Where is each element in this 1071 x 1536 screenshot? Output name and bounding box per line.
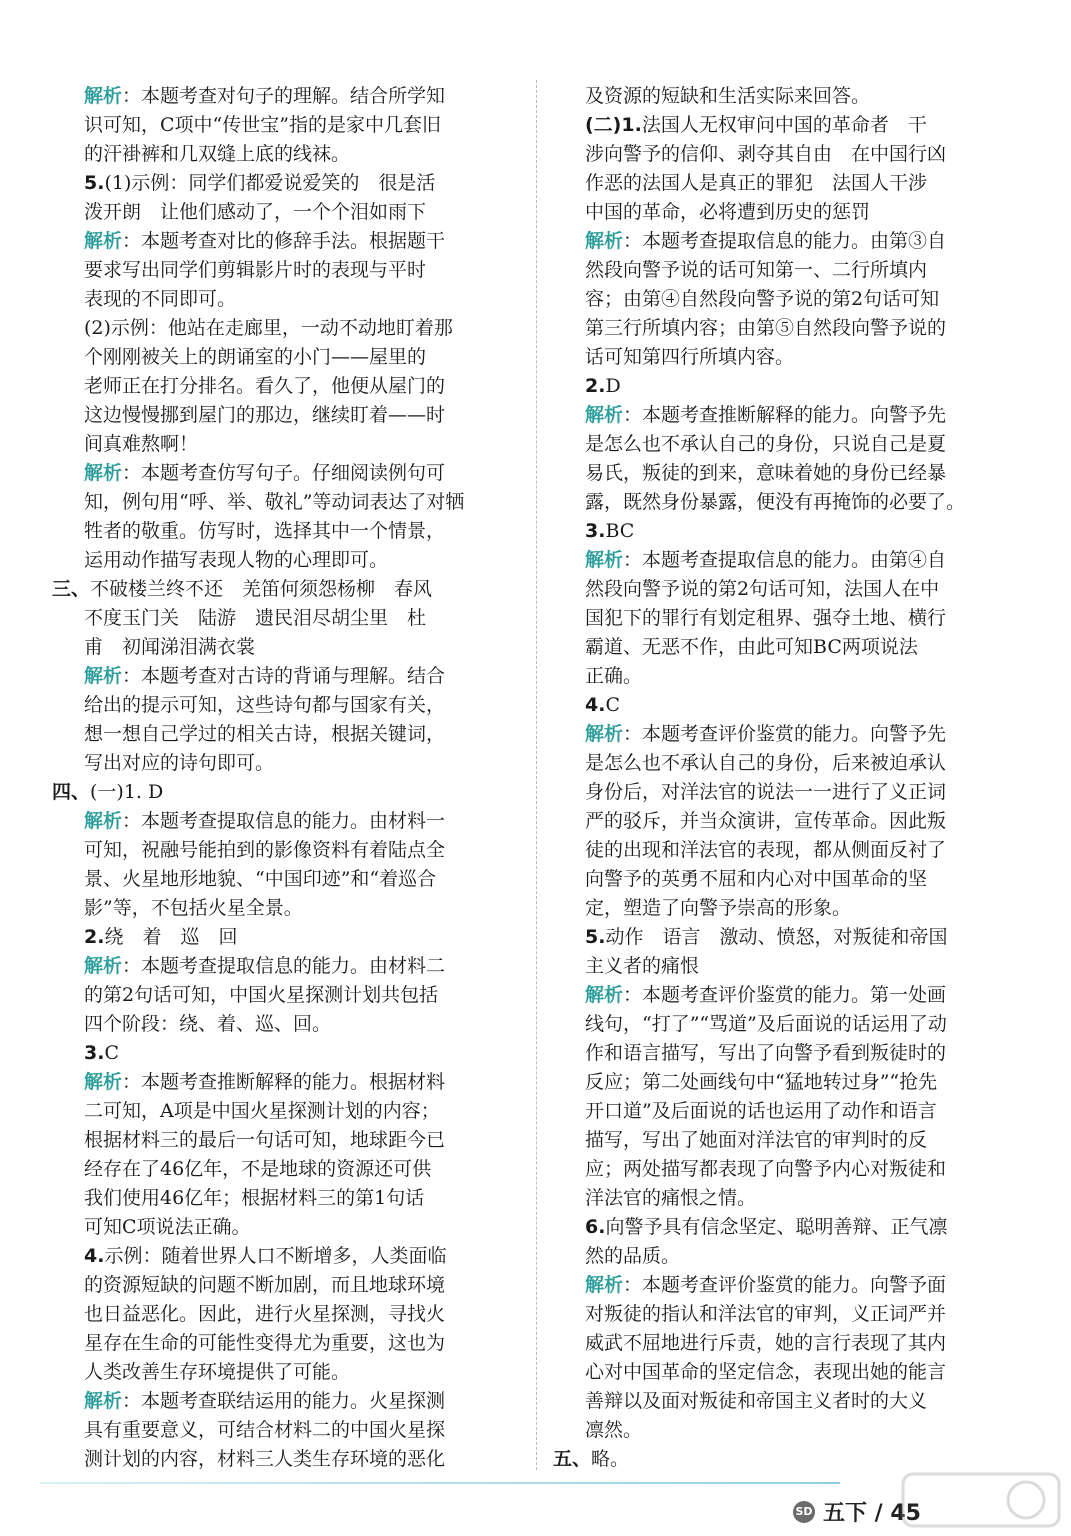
analysis-label: 解析 bbox=[84, 1071, 123, 1093]
left-line bbox=[52, 1184, 522, 1213]
line-text: (一)1. D bbox=[90, 781, 164, 803]
line-text: 影”等，不包括火星全景。 bbox=[84, 897, 303, 919]
right-line bbox=[553, 1097, 1023, 1126]
right-line bbox=[553, 1010, 1023, 1039]
left-line bbox=[52, 1387, 522, 1416]
left-line bbox=[52, 662, 522, 691]
left-line bbox=[52, 1242, 522, 1271]
right-column bbox=[553, 82, 1023, 1474]
line-text: 中国的革命，必将遭到历史的惩罚 bbox=[585, 201, 871, 223]
section-number: 三、 bbox=[52, 578, 91, 600]
line-text: 绕 着 巡 回 bbox=[104, 926, 238, 948]
right-line bbox=[553, 1155, 1023, 1184]
line-text: 星存在生命的可能性变得尤为重要，这也为 bbox=[84, 1332, 446, 1354]
line-text: 话可知第四行所填内容。 bbox=[585, 346, 795, 368]
right-line bbox=[553, 140, 1023, 169]
line-text: 徒的出现和洋法官的表现，都从侧面反衬了 bbox=[585, 839, 947, 861]
line-text: 向警予具有信念坚定、聪明善辩、正气凛 bbox=[605, 1216, 948, 1238]
analysis-label: 解析 bbox=[585, 404, 624, 426]
analysis-label: 解析 bbox=[84, 230, 123, 252]
right-line bbox=[553, 575, 1023, 604]
right-line bbox=[553, 1039, 1023, 1068]
analysis-label: 解析 bbox=[585, 984, 624, 1006]
right-line bbox=[553, 807, 1023, 836]
right-line bbox=[553, 111, 1023, 140]
line-text: 间真难熬啊！ bbox=[84, 433, 199, 455]
right-line bbox=[553, 256, 1023, 285]
line-text: 反应；第二处画线句中“猛地转过身”“抢先 bbox=[585, 1071, 938, 1093]
column-divider bbox=[536, 80, 537, 1470]
section-number: 四、 bbox=[52, 781, 91, 803]
line-text: 想一想自己学过的相关古诗，根据关键词， bbox=[84, 723, 446, 745]
left-line bbox=[52, 778, 522, 807]
left-line bbox=[52, 111, 522, 140]
line-text: 识可知，C项中“传世宝”指的是家中几套旧 bbox=[84, 114, 441, 136]
right-line bbox=[553, 749, 1023, 778]
line-text: 第三行所填内容；由第⑤自然段向警予说的 bbox=[585, 317, 947, 339]
line-text: 作和语言描写，写出了向警予看到叛徒时的 bbox=[585, 1042, 947, 1064]
section-number: 五、 bbox=[553, 1448, 592, 1470]
left-line bbox=[52, 1300, 522, 1329]
left-line bbox=[52, 198, 522, 227]
left-line bbox=[52, 1416, 522, 1445]
right-line bbox=[553, 1242, 1023, 1271]
line-text: 然的品质。 bbox=[585, 1245, 681, 1267]
line-text: 洋法官的痛恨之情。 bbox=[585, 1187, 757, 1209]
footer-rule bbox=[40, 1482, 840, 1484]
left-column bbox=[52, 82, 522, 1474]
left-line bbox=[52, 952, 522, 981]
right-line bbox=[553, 1271, 1023, 1300]
right-line bbox=[553, 604, 1023, 633]
line-text: 的汗褂裤和几双缝上底的线袜。 bbox=[84, 143, 351, 165]
publisher-logo-icon: SD bbox=[793, 1501, 815, 1523]
left-line bbox=[52, 314, 522, 343]
line-text: 露，既然身份暴露，便没有再掩饰的必要了。 bbox=[585, 491, 966, 513]
right-line bbox=[553, 865, 1023, 894]
line-text: 景、火星地形地貌、“中国印迹”和“着巡合 bbox=[84, 868, 437, 890]
line-text: 善辩以及面对叛徒和帝国主义者时的大义 bbox=[585, 1390, 928, 1412]
right-line bbox=[553, 952, 1023, 981]
left-line bbox=[52, 372, 522, 401]
right-line bbox=[553, 372, 1023, 401]
line-text: ：本题考查提取信息的能力。由材料二 bbox=[122, 955, 446, 977]
left-line bbox=[52, 488, 522, 517]
left-line bbox=[52, 1271, 522, 1300]
line-text: 描写，写出了她面对洋法官的审判时的反 bbox=[585, 1129, 928, 1151]
right-line bbox=[553, 314, 1023, 343]
right-line bbox=[553, 285, 1023, 314]
line-text: ：本题考查评价鉴赏的能力。向警予面 bbox=[623, 1274, 947, 1296]
right-line bbox=[553, 981, 1023, 1010]
watermark-stamp-icon bbox=[901, 1470, 1061, 1530]
right-line bbox=[553, 1126, 1023, 1155]
right-line bbox=[553, 633, 1023, 662]
right-line bbox=[553, 430, 1023, 459]
line-text: 写出对应的诗句即可。 bbox=[84, 752, 275, 774]
line-text: 二可知，A项是中国火星探测计划的内容； bbox=[84, 1100, 440, 1122]
right-line bbox=[553, 1329, 1023, 1358]
line-text: 线句，“打了”“骂道”及后面说的话运用了动 bbox=[585, 1013, 947, 1035]
analysis-label: 解析 bbox=[84, 85, 123, 107]
line-text: 个刚刚被关上的朗诵室的小门——屋里的 bbox=[84, 346, 427, 368]
analysis-label: 解析 bbox=[84, 810, 123, 832]
right-line bbox=[553, 401, 1023, 430]
line-text: 略。 bbox=[591, 1448, 630, 1470]
line-text: ：本题考查对比的修辞手法。根据题干 bbox=[122, 230, 446, 252]
left-line bbox=[52, 430, 522, 459]
line-text: 心对中国革命的坚定信念，表现出她的能言 bbox=[585, 1361, 947, 1383]
right-line bbox=[553, 1416, 1023, 1445]
line-text: 主义者的痛恨 bbox=[585, 955, 700, 977]
right-line bbox=[553, 343, 1023, 372]
line-text: 这边慢慢挪到屋门的那边，继续盯着——时 bbox=[84, 404, 446, 426]
right-line bbox=[553, 459, 1023, 488]
line-text: 运用动作描写表现人物的心理即可。 bbox=[84, 549, 389, 571]
analysis-label: 解析 bbox=[84, 955, 123, 977]
left-line bbox=[52, 604, 522, 633]
line-text: C bbox=[605, 694, 620, 716]
line-text: 及资源的短缺和生活实际来回答。 bbox=[585, 85, 871, 107]
line-text: C bbox=[104, 1042, 119, 1064]
line-text: 动作 语言 激动、愤怒，对叛徒和帝国 bbox=[605, 926, 948, 948]
line-text: 凛然。 bbox=[585, 1419, 643, 1441]
analysis-label: 解析 bbox=[585, 549, 624, 571]
line-text: 经存在了46亿年，不是地球的资源还可供 bbox=[84, 1158, 432, 1180]
question-number: 4. bbox=[84, 1245, 105, 1267]
analysis-label: 解析 bbox=[585, 723, 624, 745]
line-text: 泼开朗 让他们感动了，一个个泪如雨下 bbox=[84, 201, 427, 223]
line-text: 不度玉门关 陆游 遗民泪尽胡尘里 杜 bbox=[84, 607, 427, 629]
right-line bbox=[553, 778, 1023, 807]
line-text: 开口道”及后面说的话也运用了动作和语言 bbox=[585, 1100, 937, 1122]
line-text: 要求写出同学们剪辑影片时的表现与平时 bbox=[84, 259, 427, 281]
question-number: (二)1. bbox=[585, 114, 642, 136]
left-line bbox=[52, 169, 522, 198]
left-line bbox=[52, 1213, 522, 1242]
left-line bbox=[52, 1097, 522, 1126]
left-line bbox=[52, 140, 522, 169]
right-line bbox=[553, 894, 1023, 923]
right-line bbox=[553, 546, 1023, 575]
left-line bbox=[52, 1068, 522, 1097]
question-number: 3. bbox=[84, 1042, 105, 1064]
line-text: 的第2句话可知，中国火星探测计划共包括 bbox=[84, 984, 439, 1006]
line-text: 测计划的内容，材料三人类生存环境的恶化 bbox=[84, 1448, 446, 1470]
line-text: ：本题考查提取信息的能力。由第④自 bbox=[623, 549, 947, 571]
line-text: 威武不屈地进行斥责，她的言行表现了其内 bbox=[585, 1332, 947, 1354]
line-text: 法国人无权审问中国的革命者 干 bbox=[641, 114, 927, 136]
analysis-label: 解析 bbox=[585, 1274, 624, 1296]
line-text: 正确。 bbox=[585, 665, 643, 687]
analysis-label: 解析 bbox=[84, 665, 123, 687]
line-text: 是怎么也不承认自己的身份，只说自己是夏 bbox=[585, 433, 947, 455]
question-number: 2. bbox=[585, 375, 606, 397]
question-number: 3. bbox=[585, 520, 606, 542]
right-line bbox=[553, 82, 1023, 111]
line-text: ：本题考查提取信息的能力。由材料一 bbox=[122, 810, 446, 832]
line-text: 涉向警予的信仰、剥夺其自由 在中国行凶 bbox=[585, 143, 947, 165]
line-text: 人类改善生存环境提供了可能。 bbox=[84, 1361, 351, 1383]
left-line bbox=[52, 82, 522, 111]
page-number: 五下 / 45 bbox=[823, 1501, 921, 1526]
line-text: 向警予的英勇不屈和内心对中国革命的坚 bbox=[585, 868, 928, 890]
line-text: 霸道、无恶不作，由此可知BC两项说法 bbox=[585, 636, 918, 658]
right-line bbox=[553, 836, 1023, 865]
line-text: 根据材料三的最后一句话可知，地球距今已 bbox=[84, 1129, 446, 1151]
left-line bbox=[52, 343, 522, 372]
line-text: BC bbox=[605, 520, 635, 542]
line-text: ：本题考查联结运用的能力。火星探测 bbox=[122, 1390, 446, 1412]
line-text: 给出的提示可知，这些诗句都与国家有关， bbox=[84, 694, 446, 716]
left-line bbox=[52, 1010, 522, 1039]
line-text: 应；两处描写都表现了向警予内心对叛徒和 bbox=[585, 1158, 947, 1180]
question-number: 2. bbox=[84, 926, 105, 948]
left-line bbox=[52, 459, 522, 488]
right-line bbox=[553, 720, 1023, 749]
right-line bbox=[553, 198, 1023, 227]
line-text: 表现的不同即可。 bbox=[84, 288, 237, 310]
right-line bbox=[553, 517, 1023, 546]
left-line bbox=[52, 1358, 522, 1387]
line-text: 身份后，对洋法官的说法一一进行了义正词 bbox=[585, 781, 947, 803]
right-line bbox=[553, 1213, 1023, 1242]
line-text: 然段向警予说的第2句话可知，法国人在中 bbox=[585, 578, 940, 600]
left-line bbox=[52, 401, 522, 430]
line-text: 可知C项说法正确。 bbox=[84, 1216, 251, 1238]
line-text: ：本题考查评价鉴赏的能力。第一处画 bbox=[623, 984, 947, 1006]
left-line bbox=[52, 807, 522, 836]
line-text: D bbox=[605, 375, 621, 397]
line-text: ：本题考查对句子的理解。结合所学知 bbox=[122, 85, 446, 107]
right-line bbox=[553, 1358, 1023, 1387]
left-line bbox=[52, 1039, 522, 1068]
line-text: 也日益恶化。因此，进行火星探测，寻找火 bbox=[84, 1303, 446, 1325]
line-text: 定，塑造了向警予崇高的形象。 bbox=[585, 897, 852, 919]
line-text: 不破楼兰终不还 羌笛何须怨杨柳 春风 bbox=[90, 578, 433, 600]
left-line bbox=[52, 1445, 522, 1474]
line-text: 牲者的敬重。仿写时，选择其中一个情景， bbox=[84, 520, 446, 542]
right-line bbox=[553, 1184, 1023, 1213]
line-text: 然段向警予说的话可知第一、二行所填内 bbox=[585, 259, 928, 281]
left-line bbox=[52, 720, 522, 749]
analysis-label: 解析 bbox=[84, 1390, 123, 1412]
right-line bbox=[553, 1387, 1023, 1416]
analysis-label: 解析 bbox=[84, 462, 123, 484]
right-line bbox=[553, 691, 1023, 720]
left-line bbox=[52, 691, 522, 720]
right-line bbox=[553, 1068, 1023, 1097]
line-text: 对叛徒的指认和洋法官的审判，义正词严并 bbox=[585, 1303, 947, 1325]
left-line bbox=[52, 923, 522, 952]
line-text: 的资源短缺的问题不断加剧，而且地球环境 bbox=[84, 1274, 446, 1296]
right-line bbox=[553, 923, 1023, 952]
right-line bbox=[553, 227, 1023, 256]
left-line bbox=[52, 633, 522, 662]
left-line bbox=[52, 749, 522, 778]
right-line bbox=[553, 169, 1023, 198]
left-line bbox=[52, 517, 522, 546]
line-text: ：本题考查提取信息的能力。由第③自 bbox=[623, 230, 947, 252]
line-text: 严的驳斥，并当众演讲，宣传革命。因此叛 bbox=[585, 810, 947, 832]
line-text: 四个阶段：绕、着、巡、回。 bbox=[84, 1013, 332, 1035]
line-text: ：本题考查推断解释的能力。向警予先 bbox=[623, 404, 947, 426]
right-line bbox=[553, 488, 1023, 517]
left-line bbox=[52, 836, 522, 865]
right-line bbox=[553, 662, 1023, 691]
line-text: ：本题考查仿写句子。仔细阅读例句可 bbox=[122, 462, 446, 484]
analysis-label: 解析 bbox=[585, 230, 624, 252]
line-text: 甫 初闻涕泪满衣裳 bbox=[84, 636, 256, 658]
line-text: ：本题考查评价鉴赏的能力。向警予先 bbox=[623, 723, 947, 745]
line-text: 可知，祝融号能拍到的影像资料有着陆点全 bbox=[84, 839, 446, 861]
left-line bbox=[52, 546, 522, 575]
question-number: 5. bbox=[585, 926, 606, 948]
right-line bbox=[553, 1300, 1023, 1329]
left-line bbox=[52, 256, 522, 285]
left-line bbox=[52, 227, 522, 256]
line-text: 国犯下的罪行有划定租界、强夺土地、横行 bbox=[585, 607, 947, 629]
line-text: ：本题考查对古诗的背诵与理解。结合 bbox=[122, 665, 446, 687]
line-text: (1)示例：同学们都爱说爱笑的 很是活 bbox=[104, 172, 436, 194]
left-line bbox=[52, 1155, 522, 1184]
line-text: 示例：随着世界人口不断增多，人类面临 bbox=[104, 1245, 447, 1267]
question-number: 4. bbox=[585, 694, 606, 716]
line-text: 作恶的法国人是真正的罪犯 法国人干涉 bbox=[585, 172, 928, 194]
left-line bbox=[52, 981, 522, 1010]
line-text: (2)示例：他站在走廊里，一动不动地盯着那 bbox=[84, 317, 453, 339]
line-text: 具有重要意义，可结合材料二的中国火星探 bbox=[84, 1419, 446, 1441]
line-text: 老师正在打分排名。看久了，他便从屋门的 bbox=[84, 375, 446, 397]
line-text: 我们使用46亿年；根据材料三的第1句话 bbox=[84, 1187, 425, 1209]
line-text: ：本题考查推断解释的能力。根据材料 bbox=[122, 1071, 446, 1093]
question-number: 5. bbox=[84, 172, 105, 194]
left-line bbox=[52, 285, 522, 314]
line-text: 是怎么也不承认自己的身份，后来被迫承认 bbox=[585, 752, 947, 774]
question-number: 6. bbox=[585, 1216, 606, 1238]
left-line bbox=[52, 894, 522, 923]
left-line bbox=[52, 575, 522, 604]
line-text: 知，例句用“呼、举、敬礼”等动词表达了对牺 bbox=[84, 491, 465, 513]
line-text: 容；由第④自然段向警予说的第2句话可知 bbox=[585, 288, 940, 310]
left-line bbox=[52, 1329, 522, 1358]
line-text: 易氏，叛徒的到来，意味着她的身份已经暴 bbox=[585, 462, 947, 484]
left-line bbox=[52, 865, 522, 894]
left-line bbox=[52, 1126, 522, 1155]
